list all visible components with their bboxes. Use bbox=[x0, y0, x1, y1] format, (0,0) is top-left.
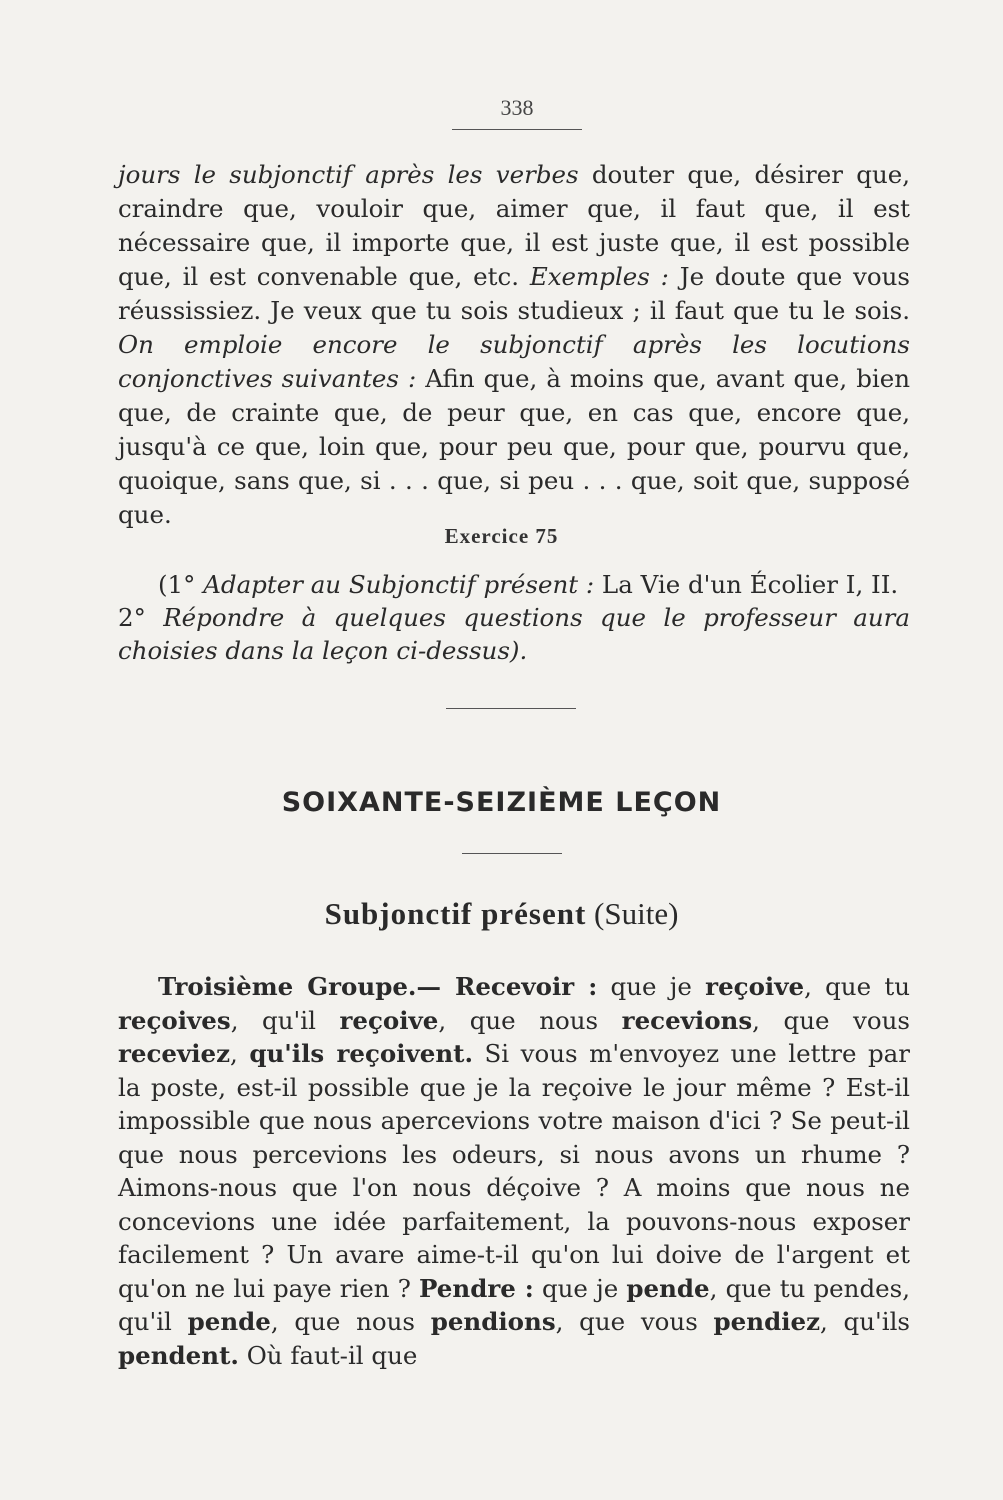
body-bold-8: Pendre : bbox=[419, 1273, 534, 1303]
body-text-6: , bbox=[230, 1039, 250, 1068]
intro-paragraph bbox=[118, 158, 910, 532]
body-text-9: , que tu pendes, qu'il bbox=[118, 1273, 910, 1336]
body-paragraph bbox=[118, 970, 910, 1372]
body-bold-12: pendiez bbox=[713, 1307, 821, 1336]
body-bold-3: reçoives bbox=[118, 1005, 231, 1035]
body-bold-6: receviez bbox=[118, 1039, 231, 1068]
header-rule bbox=[452, 129, 582, 130]
body-bold-13: pendent. bbox=[118, 1340, 239, 1370]
body-bold-5: recevions bbox=[621, 1005, 753, 1035]
subject-title-bold: Subjonctif présent bbox=[324, 896, 587, 931]
exercise-item-2-number: 2° bbox=[118, 603, 164, 632]
body-text-7: Si vous m'envoyez une lettre par la poste, est-il possible que je la reçoive le jour même ? Est-il impossible que nous apercevions votre maison d'ici ? Se peut-il que nous percevions les odeurs, si nous avons un rhume ? Aimons-nous que l'on nous déçoive ? A moins que nous ne concevions une idée parfaitement, la pouvons-nous exposer facilement ? Un avare aime-t-il qu'on lui doive de l'argent et qu'on ne lui paye rien ? bbox=[118, 1039, 910, 1303]
page-number: 338 bbox=[500, 95, 534, 120]
body-text-1: que je bbox=[597, 972, 706, 1001]
exercise-title: Exercice 75 bbox=[444, 524, 559, 548]
body-bold-2: reçoive bbox=[705, 972, 805, 1001]
body-text-13: Où faut-il que bbox=[238, 1340, 418, 1370]
body-text-4: , que nous bbox=[438, 1005, 622, 1035]
lesson-rule bbox=[462, 853, 562, 854]
body-bold-11: pendions bbox=[430, 1307, 556, 1336]
intro-italic-1: jours le subjonctif après les verbes bbox=[118, 160, 579, 189]
body-text-10: , que nous bbox=[270, 1307, 431, 1336]
intro-italic-2: Exemples : bbox=[529, 262, 669, 291]
intro-text-3: Afin que, à moins que, avant que, bien que, de crainte que, de peur que, en cas que, encore que, jusqu'à ce que, loin que, pour peu que, pour que, pourvu que, quoique, sans que, si . . . que, si peu . . . que, soit que, supposé que. bbox=[118, 364, 910, 529]
body-text-3: , qu'il bbox=[230, 1005, 340, 1035]
exercise-item-1-number: (1° bbox=[158, 570, 204, 599]
body-bold-1: Troisième Groupe.— Recevoir : bbox=[158, 972, 598, 1001]
body-text-12: , qu'ils bbox=[820, 1307, 910, 1336]
lesson-title: SOIXANTE-SEIZIÈME LEÇON bbox=[281, 787, 722, 818]
section-rule bbox=[446, 708, 576, 709]
body-text-5: , que vous bbox=[752, 1005, 910, 1035]
intro-text-1: douter que, désirer que, craindre que, vouloir que, aimer que, il faut que, il est nécessaire que, il importe que, il est juste que, il est possible que, il est convenable que, etc. bbox=[118, 160, 911, 291]
exercise-item-2-italic: Répondre à quelques questions que le professeur aura choisies dans la leçon ci-dessus). bbox=[118, 603, 910, 665]
body-text-2: , que tu bbox=[804, 972, 910, 1001]
body-bold-10: pende bbox=[187, 1307, 271, 1336]
intro-text-2: Je doute que vous réussissiez. Je veux que tu sois studieux ; il faut que tu le sois. bbox=[118, 262, 911, 325]
body-bold-4: reçoive bbox=[339, 1005, 439, 1035]
subject-title bbox=[0, 896, 1003, 932]
exercise-item-1-italic: Adapter au Subjonctif présent : bbox=[203, 570, 595, 599]
intro-italic-3: On emploie encore le subjonctif après les locutions conjonctives suivantes : bbox=[118, 330, 910, 393]
exercise-instructions bbox=[118, 568, 910, 667]
exercise-item-1-text: La Vie d'un Écolier I, II. bbox=[594, 570, 899, 599]
body-bold-7: qu'ils reçoivent. bbox=[249, 1039, 473, 1068]
body-text-11: , que vous bbox=[555, 1307, 714, 1336]
body-text-8: que je bbox=[533, 1273, 627, 1303]
body-bold-9: pende bbox=[626, 1273, 710, 1303]
subject-title-suffix: (Suite) bbox=[586, 896, 679, 931]
